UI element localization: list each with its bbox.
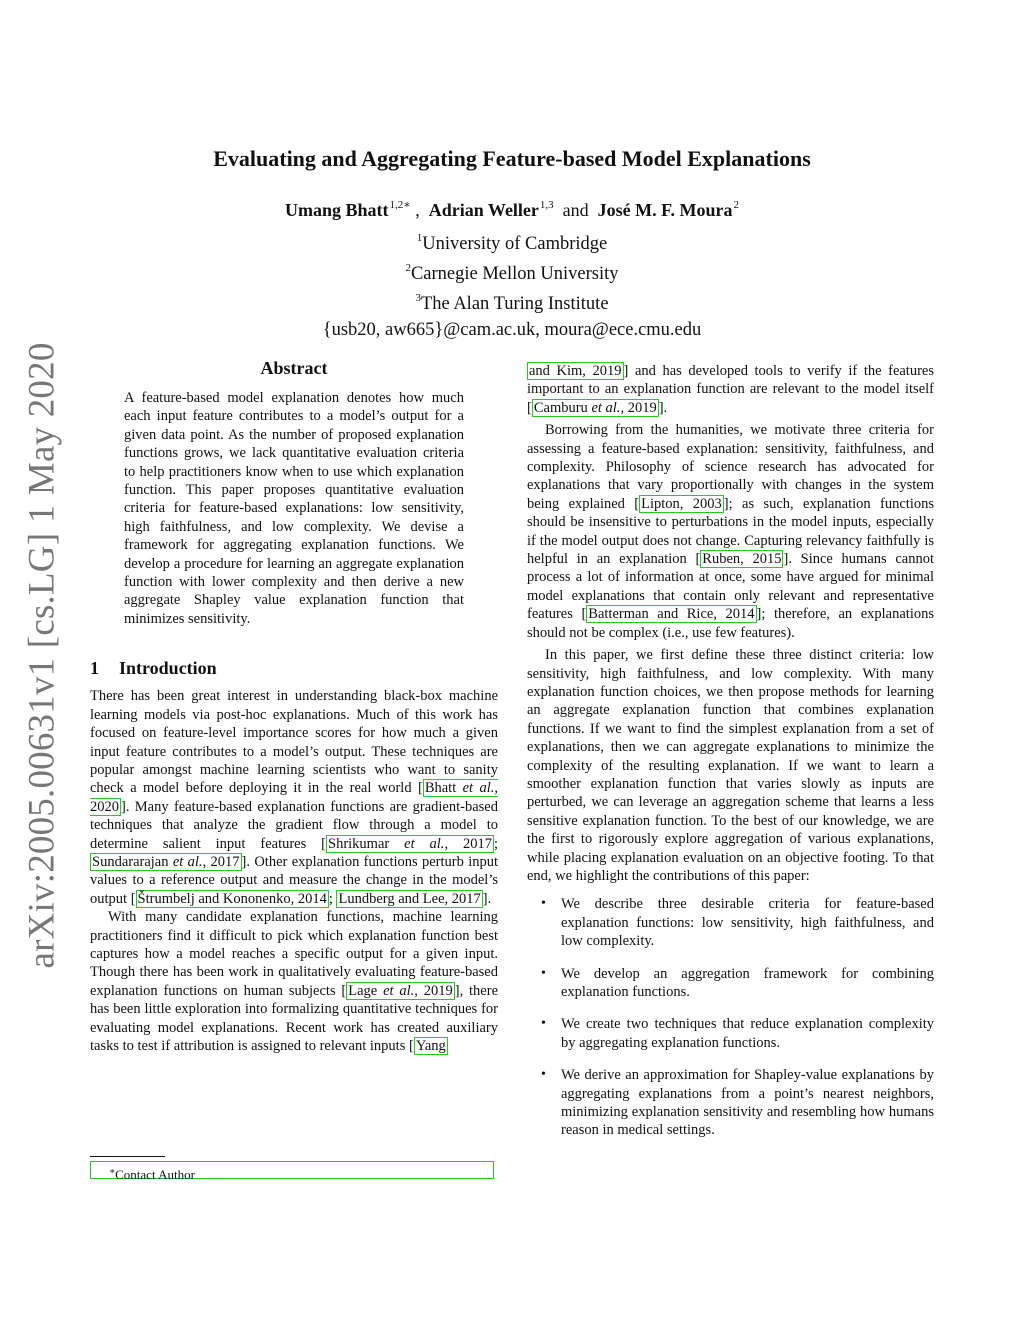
paragraph-text: With many candidate explanation functions, machine learning practitioners find it difficult to pick which explanation function best captures how a model reaches a specific output for a given input. Though there has been work in qualitatively evaluating feature-based explanation functions on human subjects — [90, 909, 498, 999]
intro-paragraph-1: There has been great interest in understanding black-box machine learning models via post-hoc explanations. Much of this work has focused on feature-level importance scores for how much a given input feature contributes to a model’s output. These techniques are popular amongst machine learning scientists who want to sanity check a model before deploying it in the real world [ Bhatt et al., 2020 ]. Many feature-based explanation functions are gradient-based techniques that analyze the gradient flow through a model to determine salient input features [ Shrikumar et al., 2017 ; Sundararajan et al., 2017 ]. Other explanation functions perturb input values to a reference output and measure the change in the model’s output [ Štrumbelj and Kononenko, 2014 ; Lundberg and Lee, 2017 ]. — [90, 688, 499, 907]
left-column — [90, 358, 498, 1055]
paragraph-text: , there has been little exploration into formalizing quantitative techniques for evaluating model explanations. Recent work has created auxiliary tasks to test if attribution is assigned to relevant inputs — [90, 982, 499, 1054]
right-paragraph-1: Borrowing from the humanities, we motivate three criteria for assessing a feature-based explanation: sensitivity, faithfulness, and complexity. Philosophy of science research has advocated for explanations that vary proportionally with changes in the system being explained [ Lipton, 2003 ]; as such, explanation functions should be insensitive to perturbations in the model inputs, especially if the model output does not change. Capturing relevancy faithfully is helpful in an explanation [ Ruben, 2015 ]. Since humans cannot process a lot of information at once, some have argued for minimal model explanations that contain only relevant and representative features [ Batterman and Rice, 2014 ]; therefore, an explanations should not be complex (i.e., use few features). — [527, 422, 934, 641]
citation-etal: et al. — [462, 780, 495, 797]
abstract-text: A feature-based model explanation denotes how much each input feature contributes to a model’s output for a given data point. As the number of proposed explanation functions grows, we lack quantitative evaluation criteria to help practitioners know when to use which explanation function. This paper proposes quantitative evaluation criteria for feature-based explanations: low sensitivity, high faithfulness, and low complexity. We devise a framework for aggregating explanation functions. We develop a procedure for learning an aggregate explanation function with lower complexity and then derive a new aggregate Shapley value explanation function that minimizes sensitivity. — [124, 390, 464, 627]
paragraph-text: There has been great interest in understanding black-box machine learning models via post-hoc explanations. Much of this work has focused on feature-level importance scores for how much a given input feature contributes to a model’s output. These techniques are popular amongst machine learning scientists who want to sanity check a model before deploying it in the real world — [90, 688, 498, 797]
author-emails: {usb20, aw665}@cam.ac.uk, moura@ece.cmu.edu — [322, 320, 702, 340]
right-paragraph-2: In this paper, we first define these three distinct criteria: low sensitivity, high faithfulness, and low complexity. With many explanation function choices, we then propose methods for learning an aggregate explanation function that combines explanation functions. If we want to find the simplest explanation from a set of explanations, then we can aggregate explanations to minimize the complexity of the resulting explanation. If we want to learn a smoother explanation function that varies slowly as inputs are perturbed, we can leverage an aggregation scheme that learns a less sensitive explanation function. To the best of our knowledge, we are the first to rigorously explore aggregation of various explanations, while placing explanation evaluation on an objective footing. To that end, we highlight the contributions of this paper: — [527, 647, 934, 884]
citation-link[interactable]: Lipton, 2003 — [641, 495, 722, 512]
paragraph-text: . — [663, 399, 668, 416]
citation-link[interactable]: and Kim, 2019 — [529, 363, 622, 379]
bullet-icon: • — [541, 896, 546, 912]
author-list — [0, 198, 1024, 221]
affiliations — [0, 226, 1024, 342]
citation-etal: et al. — [172, 853, 203, 870]
author-affiliation-marker: 1,2∗ — [389, 199, 411, 211]
right-column — [527, 362, 934, 1154]
citation-author: Lage — [348, 982, 384, 999]
right-paragraph-0: and Kim, 2019 ] and has developed tools to verify if the features important to an explanation function are relevant to the model itself [ Camburu et al., 2019 ]. — [527, 363, 934, 416]
footnote-contact-author[interactable] — [90, 1161, 494, 1182]
paragraph-text: . Many feature-based explanation functions are gradient-based techniques that analyze the gradient flow through a model to determine salient input features — [90, 798, 498, 852]
affiliation-line — [0, 286, 1024, 316]
list-item — [527, 895, 934, 950]
paragraph-text: ; as such, explanation functions should be insensitive to perturbations in the model inputs, especially if the model output does not change. Capturing relevancy faithfully is helpful in an explanation — [527, 495, 934, 568]
citation-link[interactable]: Yang — [415, 1038, 446, 1054]
citation-separator: ; — [493, 835, 499, 852]
affiliation-text: The Alan Turing Institute — [420, 294, 609, 314]
author-affiliation-marker: 2 — [733, 199, 739, 211]
citation-year: , 2020 — [90, 780, 499, 815]
citation-link[interactable]: Ruben, 2015 — [702, 551, 782, 568]
paper-title: Evaluating and Aggregating Feature-based Model Explanations — [213, 146, 811, 171]
citation-author: Sundararajan — [92, 853, 173, 870]
citation-author: Bhatt — [424, 780, 463, 797]
affiliation-marker: 1 — [416, 232, 423, 244]
citation-author: Camburu — [533, 399, 592, 416]
paragraph-text: . — [487, 890, 492, 907]
paragraph-text: . Other explanation functions perturb input values to a reference output and measure the change in the model’s output — [90, 853, 498, 907]
abstract-heading: Abstract — [260, 358, 328, 378]
footnote-text: Contact Author — [115, 1167, 195, 1182]
affiliation-line — [0, 226, 1024, 256]
list-item — [527, 965, 934, 1002]
bullet-icon: • — [541, 1067, 546, 1083]
affiliation-marker: 3 — [415, 292, 421, 304]
arxiv-identifier-text: arXiv:2005.00631v1 [cs.LG] 1 May 2020 — [21, 341, 63, 969]
section-title: Introduction — [119, 658, 217, 679]
citation-separator: ; — [328, 890, 337, 907]
bullet-icon: • — [541, 1016, 546, 1032]
citation-year: , 2019 — [620, 399, 657, 416]
contributions-list — [527, 895, 934, 1139]
citation-link[interactable] — [90, 853, 242, 871]
paragraph-text: ; therefore, an explanations should not be complex (i.e., use few features). — [527, 606, 934, 641]
author-separator: and — [562, 200, 589, 220]
paragraph-text: Borrowing from the humanities, we motivate three criteria for assessing a feature-based explanation: sensitivity, faithfulness, and complexity. Philosophy of science research has advocated for explanations that vary proportionally with changes in the system being explained — [527, 422, 934, 512]
list-item-text: We describe three desirable criteria for feature-based explanation functions: low sensitivity, high faithfulness, and low complexity. — [561, 896, 934, 950]
list-item — [527, 1066, 934, 1140]
affiliation-text: University of Cambridge — [422, 234, 608, 254]
citation-etal: et al. — [404, 835, 445, 852]
list-item — [527, 1015, 934, 1052]
list-item-text: We derive an approximation for Shapley-value explanations by aggregating explanations from a point’s nearest neighbors, minimizing explanation sensitivity and resembling how humans reason in medical settings. — [561, 1067, 934, 1139]
bullet-icon: • — [541, 965, 546, 981]
citation-etal: et al. — [383, 982, 415, 999]
section-number: 1 — [90, 658, 99, 679]
paragraph-text: . Since humans cannot process a lot of information at once, some have argued for minimal model explanations that contain only relevant and representative features — [527, 551, 934, 623]
author-name: Adrian Weller — [428, 200, 539, 220]
citation-link[interactable] — [532, 399, 659, 417]
citation-year: , 2017 — [202, 853, 240, 870]
footnote-marker: ∗ — [109, 1166, 116, 1176]
intro-paragraph-2: With many candidate explanation functions, machine learning practitioners find it difficult to pick which explanation function best captures how a model reaches a specific output for a given input. Though there has been work in qualitatively evaluating feature-based explanation functions on human subjects [ Lage et al., 2019 ], there has been little exploration into formalizing quantitative techniques for evaluating model explanations. Recent work has created auxiliary tasks to test if attribution is assigned to relevant inputs [ Yang — [90, 909, 499, 1054]
citation-year: , 2017 — [444, 835, 492, 852]
footnote-rule — [90, 1156, 165, 1157]
author-separator: , — [415, 200, 420, 220]
citation-link[interactable]: Štrumbelj and Kononenko, 2014 — [137, 890, 327, 907]
author-name: Umang Bhatt — [285, 200, 389, 220]
affiliation-line — [0, 256, 1024, 286]
citation-link[interactable] — [326, 835, 494, 853]
list-item-text: We create two techniques that reduce explanation complexity by aggregating explanation functions. — [561, 1016, 934, 1051]
section-heading-introduction — [90, 658, 498, 679]
citation-link[interactable]: Batterman and Rice, 2014 — [588, 606, 755, 623]
arxiv-identifier-stamp — [12, 341, 72, 969]
citation-etal: et al. — [591, 399, 621, 416]
author-affiliation-marker: 1,3 — [539, 199, 554, 211]
affiliation-marker: 2 — [405, 262, 411, 274]
citation-link[interactable] — [346, 982, 454, 1000]
citation-author: Shrikumar — [328, 835, 405, 852]
paragraph-text: and has developed tools to verify if the features important to an explanation function are relevant to the model itself — [527, 363, 934, 398]
citation-link[interactable]: Lundberg and Lee, 2017 — [338, 890, 481, 907]
list-item-text: We develop an aggregation framework for combining explanation functions. — [561, 965, 934, 1000]
author-name: José M. F. Moura — [597, 200, 733, 220]
affiliation-text: Carnegie Mellon University — [410, 264, 619, 284]
citation-year: , 2019 — [414, 982, 453, 999]
